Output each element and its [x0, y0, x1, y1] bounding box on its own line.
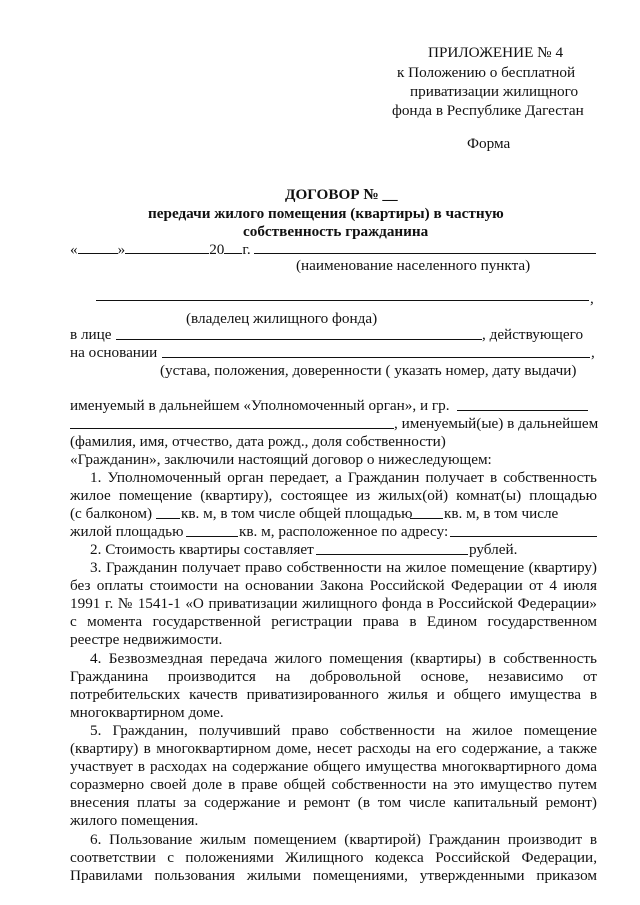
citizen-blank-1[interactable] [457, 410, 588, 411]
clause-6-line-3: Правилами пользования жилыми помещениями, утвержденными приказом [70, 867, 597, 884]
form-label: Форма [467, 135, 511, 152]
clause-4-line-4: многоквартирном доме. [70, 704, 224, 721]
appendix-line-1: к Положению о бесплатной [397, 64, 576, 81]
clause-1-line-3a: (с балконом) [70, 505, 153, 522]
quote-close: » [117, 241, 126, 258]
clause-3-line-4: с момента государственной регистрации права в Едином государственном [70, 613, 597, 630]
clause-5-line-3: участвует в расходах на содержание общего имущества многоквартирного дома [70, 758, 597, 775]
clause-5-line-4: соразмерно своей доле в праве общей собственности на это имущество путем [70, 776, 597, 793]
place-blank[interactable] [254, 253, 596, 254]
face-suffix: , действующего [482, 326, 584, 343]
basis-blank[interactable] [162, 357, 590, 358]
date-line [70, 240, 251, 259]
clause-3-line-1: 3. Гражданин получает право собственности на жилое помещение (квартиру) [90, 559, 597, 576]
parties-line-1: именуемый в дальнейшем «Уполномоченный орган», и гр. [70, 397, 450, 414]
clause-6-line-2: соответствии с положениями Жилищного кодекса Российской Федерации, [70, 849, 597, 866]
total-area-blank[interactable] [410, 518, 443, 519]
clause-3-line-5: реестре недвижимости. [70, 631, 223, 648]
clause-1-line-4b: кв. м, расположенное по адресу: [239, 523, 449, 540]
clause-2-a: 2. Стоимость квартиры составляет [90, 541, 314, 558]
owner-blank[interactable] [96, 300, 589, 301]
day-blank[interactable] [78, 240, 118, 254]
parties-line-3: (фамилия, имя, отчество, дата рожд., доля собственности) [70, 433, 446, 450]
clause-4-line-3: потребительских качеств приватизированного жилья и общего имущества в [70, 686, 597, 703]
clause-1-line-2: жилое помещение (квартиру), состоящее из жилых(ой) комнат(ы) площадью [70, 487, 597, 504]
clause-5-line-1: 5. Гражданин, получивший право собственности на жилое помещение [90, 722, 597, 739]
appendix-line-3: фонда в Республике Дагестан [392, 102, 584, 119]
parties-line-4: «Гражданин», заключили настоящий договор о нижеследующем: [70, 451, 492, 468]
contract-subtitle-2: собственность гражданина [243, 223, 429, 240]
clause-5-line-5: внесения платы за содержание и ремонт (в том числе капитальный ремонт) [70, 794, 597, 811]
clause-5-line-6: жилого помещения. [70, 812, 199, 829]
appendix-line-2: приватизации жилищного [410, 83, 579, 100]
basis-hint: (устава, положения, доверенности ( указать номер, дату выдачи) [160, 362, 577, 379]
clause-3-line-2: без оплаты стоимости на основании Закона Российской Федерации от 4 июля [70, 577, 597, 594]
owner-comma: , [590, 290, 594, 307]
owner-hint: (владелец жилищного фонда) [186, 310, 378, 327]
year-prefix: 20 [209, 241, 225, 258]
basis-suffix: , [591, 344, 595, 361]
face-blank[interactable] [116, 339, 482, 340]
quote-open: « [70, 241, 78, 258]
year-suffix: г. [242, 241, 251, 258]
face-prefix: в лице [70, 326, 112, 343]
year-blank[interactable] [224, 240, 242, 254]
living-area-blank[interactable] [186, 536, 238, 537]
parties-line-2-suffix: , именуемый(ые) в дальнейшем [394, 415, 599, 432]
clause-1-line-4a: жилой площадью [70, 523, 184, 540]
clause-1-line-3c: кв. м, в том числе [444, 505, 559, 522]
contract-title: ДОГОВОР № __ [285, 186, 398, 203]
clause-5-line-2: (квартиру) в многоквартирном доме, несет расходы на его содержание, а также [70, 740, 597, 757]
clause-3-line-3: 1991 г. № 1541-1 «О приватизации жилищного фонда в Российской Федерации» [70, 595, 597, 612]
place-hint: (наименование населенного пункта) [296, 257, 531, 274]
clause-4-line-1: 4. Безвозмездная передача жилого помещения (квартиры) в собственность [90, 650, 597, 667]
address-blank[interactable] [450, 536, 597, 537]
price-blank[interactable] [316, 554, 468, 555]
appendix-title: ПРИЛОЖЕНИЕ № 4 [428, 44, 564, 61]
contract-subtitle-1: передачи жилого помещения (квартиры) в частную [148, 205, 504, 222]
balcony-area-blank[interactable] [156, 518, 180, 519]
citizen-blank-2[interactable] [70, 428, 394, 429]
clause-1-line-3b: кв. м, в том числе общей площадью [181, 505, 413, 522]
clause-1-line-1: 1. Уполномоченный орган передает, а Гражданин получает в собственность [90, 469, 597, 486]
basis-prefix: на основании [70, 344, 158, 361]
clause-4-line-2: Гражданина производится на добровольной основе, независимо от [70, 668, 597, 685]
clause-6-line-1: 6. Пользование жилым помещением (квартирой) Гражданин производит в [90, 831, 597, 848]
month-blank[interactable] [125, 240, 209, 254]
clause-2-b: рублей. [469, 541, 518, 558]
